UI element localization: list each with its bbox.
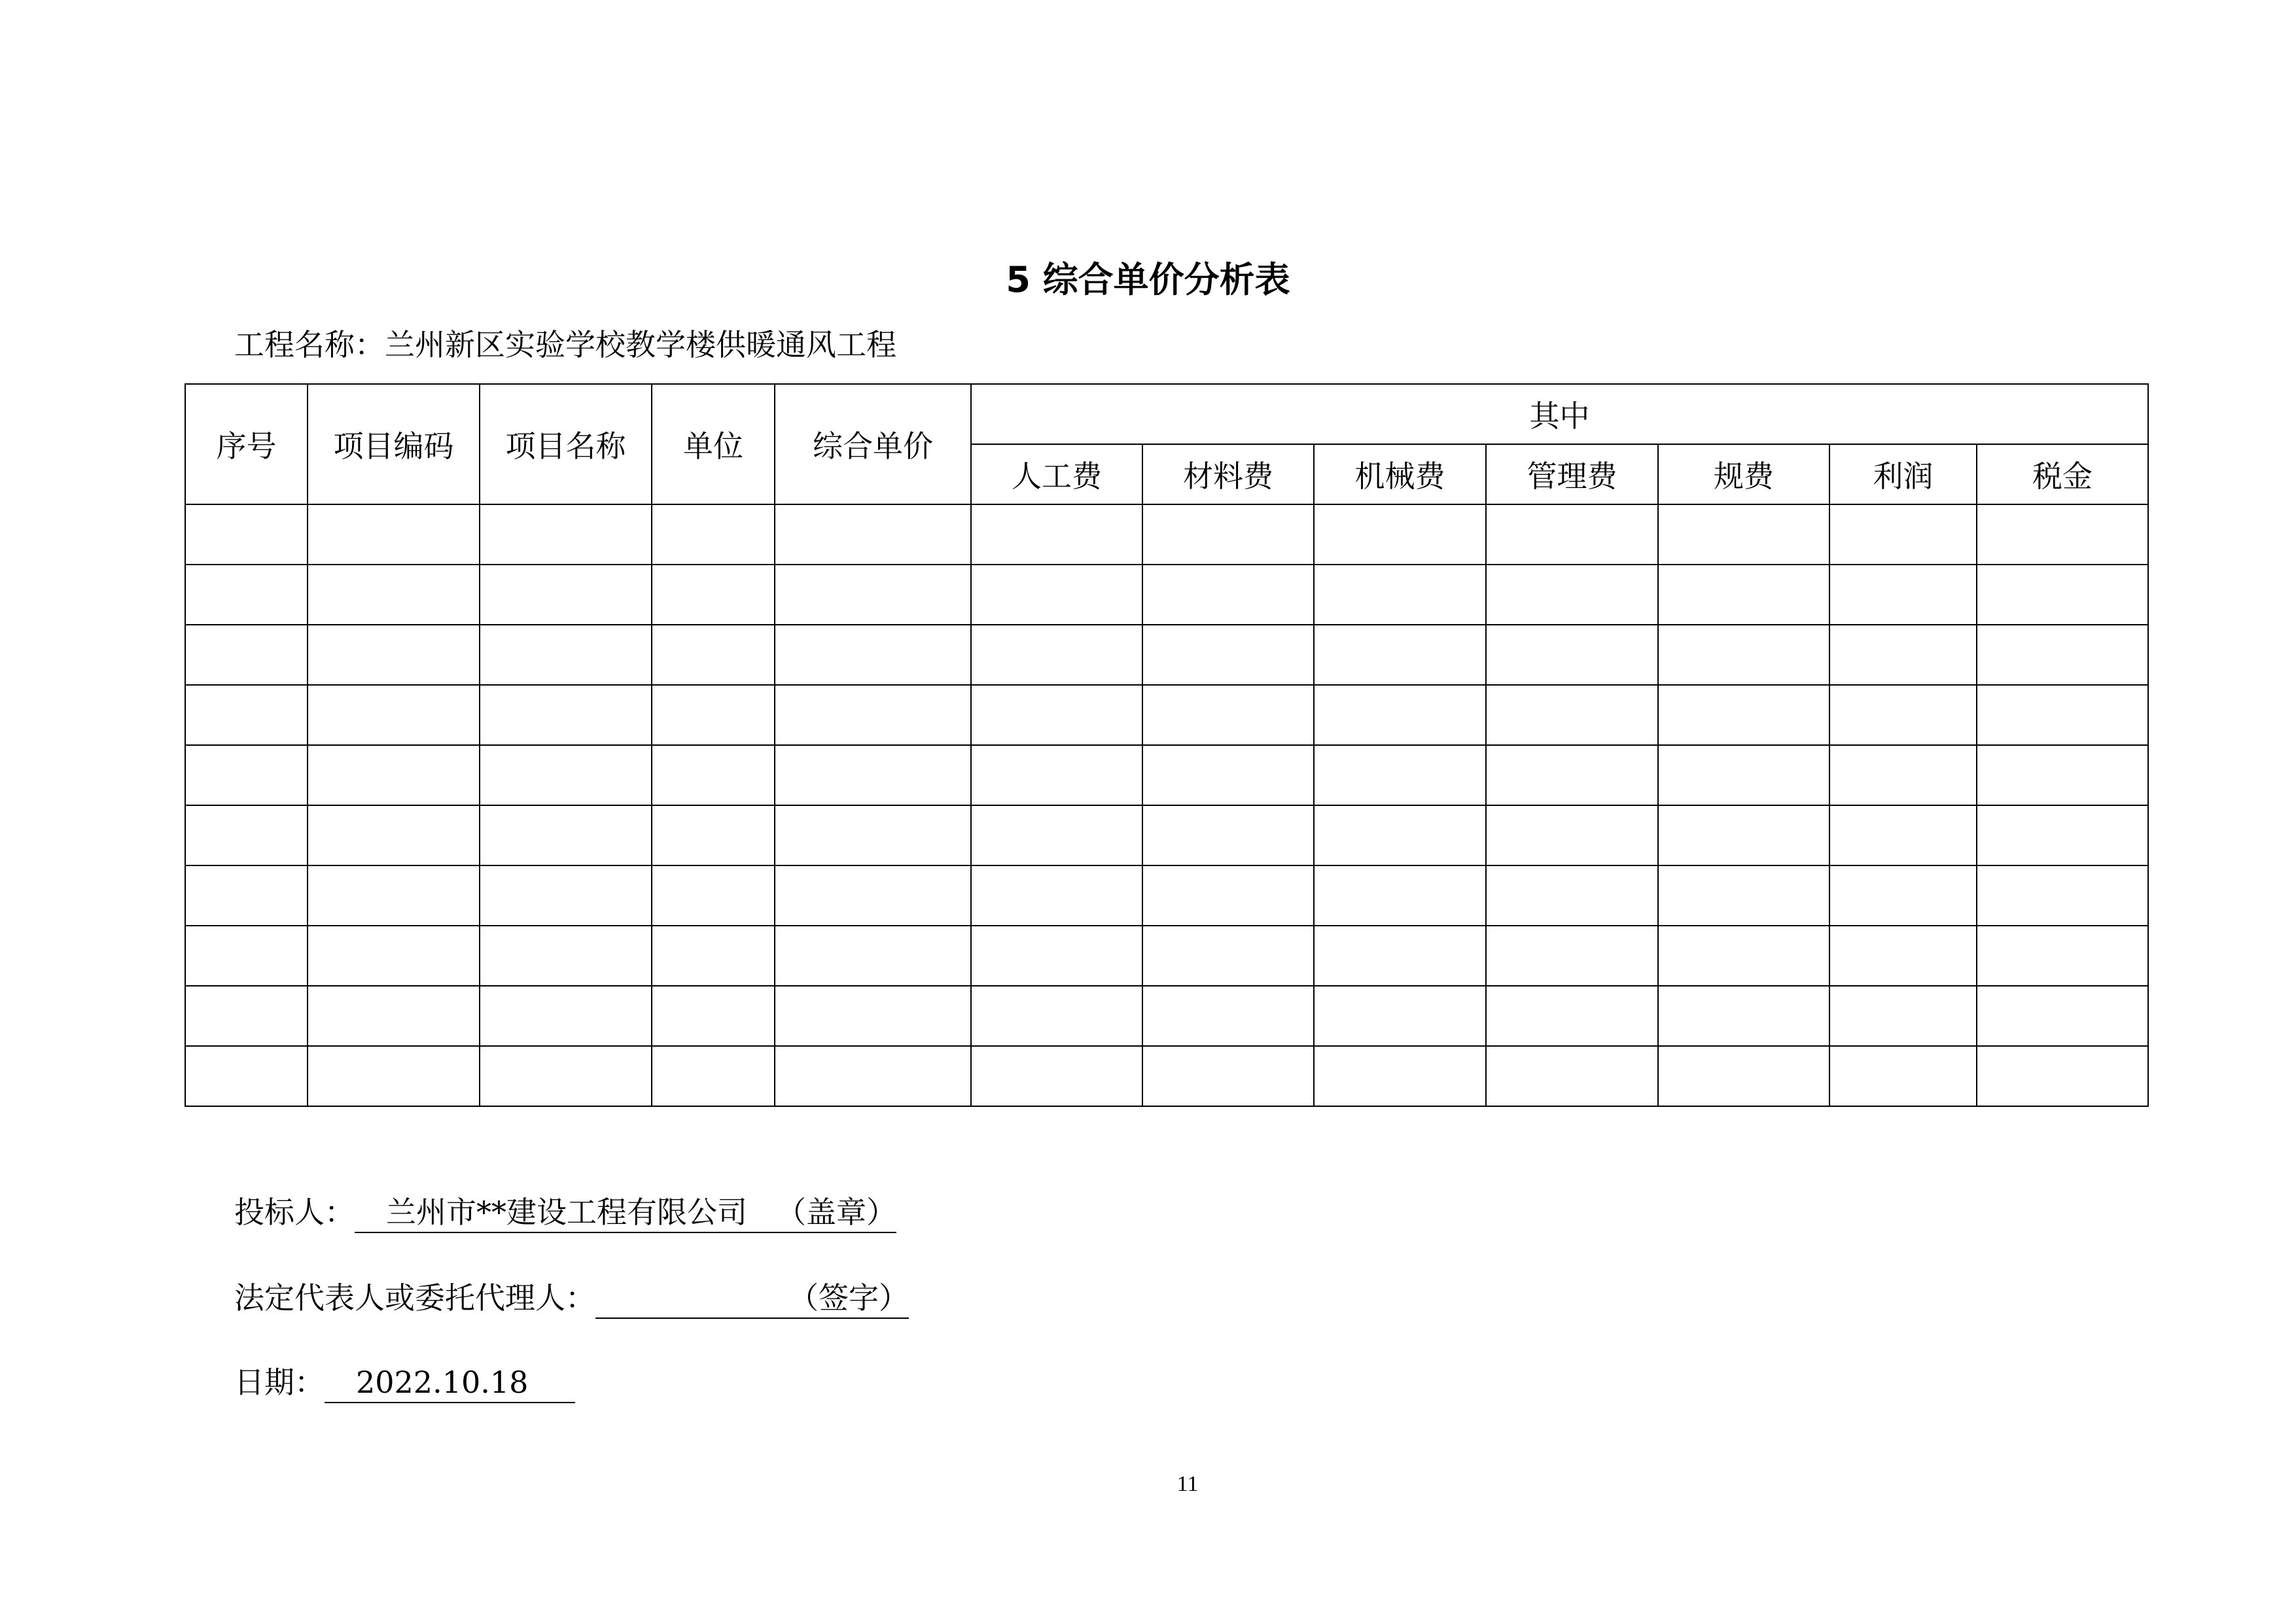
header-labor: 人工费 bbox=[971, 444, 1142, 504]
table-row bbox=[185, 1046, 2148, 1106]
table-cell bbox=[652, 685, 775, 745]
table-cell bbox=[971, 926, 1142, 986]
header-material: 材料费 bbox=[1142, 444, 1314, 504]
table-cell bbox=[775, 805, 971, 865]
table-cell bbox=[1658, 745, 1829, 805]
table-cell bbox=[185, 625, 308, 685]
table-cell bbox=[1142, 745, 1314, 805]
table-cell bbox=[971, 625, 1142, 685]
table-cell bbox=[1142, 685, 1314, 745]
table-cell bbox=[480, 745, 652, 805]
date-value: 2022.10.18 bbox=[356, 1365, 529, 1400]
page-number: 11 bbox=[1176, 1472, 1199, 1496]
table-cell bbox=[971, 745, 1142, 805]
table-cell bbox=[185, 685, 308, 745]
table-cell bbox=[308, 986, 480, 1046]
table-cell bbox=[652, 986, 775, 1046]
header-unit: 单位 bbox=[652, 384, 775, 504]
table-body bbox=[185, 504, 2148, 1106]
table-cell bbox=[1314, 986, 1486, 1046]
table-row bbox=[185, 805, 2148, 865]
table-row bbox=[185, 926, 2148, 986]
table-cell bbox=[775, 986, 971, 1046]
table-row bbox=[185, 745, 2148, 805]
table-cell bbox=[1829, 926, 1977, 986]
table-cell bbox=[308, 685, 480, 745]
table-cell bbox=[480, 805, 652, 865]
table-cell bbox=[1658, 565, 1829, 625]
table-cell bbox=[1977, 504, 2148, 565]
table-row bbox=[185, 685, 2148, 745]
table-cell bbox=[652, 625, 775, 685]
table-row bbox=[185, 504, 2148, 565]
table-cell bbox=[775, 504, 971, 565]
table-cell bbox=[1829, 986, 1977, 1046]
table-row bbox=[185, 865, 2148, 926]
table-cell bbox=[1829, 625, 1977, 685]
bidder-line bbox=[234, 1193, 896, 1233]
table-cell bbox=[775, 625, 971, 685]
table-cell bbox=[971, 504, 1142, 565]
table-cell bbox=[1486, 685, 1658, 745]
table-cell bbox=[1142, 565, 1314, 625]
table-cell bbox=[775, 685, 971, 745]
table-cell bbox=[185, 1046, 308, 1106]
unit-price-analysis-table bbox=[185, 383, 2149, 1107]
table-cell bbox=[652, 745, 775, 805]
table-cell bbox=[1977, 926, 2148, 986]
table-cell bbox=[480, 504, 652, 565]
table-cell bbox=[480, 685, 652, 745]
table-row bbox=[185, 565, 2148, 625]
table-cell bbox=[1314, 926, 1486, 986]
table-cell bbox=[1486, 805, 1658, 865]
table-cell bbox=[1658, 865, 1829, 926]
table-cell bbox=[652, 865, 775, 926]
header-fees: 规费 bbox=[1658, 444, 1829, 504]
table-cell bbox=[652, 565, 775, 625]
table-cell bbox=[1977, 865, 2148, 926]
table-cell bbox=[1829, 685, 1977, 745]
table-cell bbox=[1142, 865, 1314, 926]
table-cell bbox=[1486, 745, 1658, 805]
table-cell bbox=[1142, 926, 1314, 986]
table-cell bbox=[1977, 986, 2148, 1046]
table-cell bbox=[1486, 504, 1658, 565]
table-cell bbox=[1829, 745, 1977, 805]
table-cell bbox=[1314, 745, 1486, 805]
table-cell bbox=[480, 926, 652, 986]
representative-field bbox=[595, 1278, 909, 1319]
table-cell bbox=[480, 1046, 652, 1106]
table-cell bbox=[1658, 685, 1829, 745]
table-cell bbox=[480, 865, 652, 926]
bidder-value: 兰州市**建设工程有限公司 bbox=[386, 1195, 747, 1230]
project-name: 兰州新区实验学校教学楼供暖通风工程 bbox=[385, 327, 896, 362]
table-cell bbox=[1829, 805, 1977, 865]
table-cell bbox=[185, 504, 308, 565]
table-cell bbox=[185, 865, 308, 926]
bidder-seal-note: （盖章） bbox=[776, 1195, 896, 1230]
table-cell bbox=[1486, 625, 1658, 685]
bidder-label: 投标人： bbox=[234, 1195, 355, 1230]
date-label: 日期： bbox=[234, 1365, 325, 1400]
header-item-name: 项目名称 bbox=[480, 384, 652, 504]
table-cell bbox=[1977, 1046, 2148, 1106]
table-cell bbox=[775, 1046, 971, 1106]
table-cell bbox=[1314, 504, 1486, 565]
project-label: 工程名称： bbox=[234, 327, 385, 362]
table-cell bbox=[652, 1046, 775, 1106]
table-cell bbox=[1977, 805, 2148, 865]
table-cell bbox=[480, 565, 652, 625]
representative-label: 法定代表人或委托代理人： bbox=[234, 1280, 595, 1316]
table-cell bbox=[308, 865, 480, 926]
table-cell bbox=[1486, 565, 1658, 625]
table-row bbox=[185, 625, 2148, 685]
header-seq: 序号 bbox=[185, 384, 308, 504]
table-cell bbox=[1142, 805, 1314, 865]
header-item-code: 项目编码 bbox=[308, 384, 480, 504]
header-profit: 利润 bbox=[1829, 444, 1977, 504]
table-cell bbox=[1658, 1046, 1829, 1106]
table-cell bbox=[1486, 986, 1658, 1046]
table-cell bbox=[1658, 625, 1829, 685]
table-cell bbox=[971, 565, 1142, 625]
table-cell bbox=[308, 745, 480, 805]
table-cell bbox=[1829, 1046, 1977, 1106]
header-unit-price: 综合单价 bbox=[775, 384, 971, 504]
table-cell bbox=[1977, 625, 2148, 685]
table-cell bbox=[775, 926, 971, 986]
table-cell bbox=[308, 805, 480, 865]
table-cell bbox=[308, 504, 480, 565]
table-cell bbox=[1314, 625, 1486, 685]
table-cell bbox=[1829, 865, 1977, 926]
table-cell bbox=[971, 986, 1142, 1046]
table-cell bbox=[185, 805, 308, 865]
table-cell bbox=[308, 565, 480, 625]
table-cell bbox=[1142, 625, 1314, 685]
table-cell bbox=[308, 625, 480, 685]
table-cell bbox=[1314, 685, 1486, 745]
table-cell bbox=[971, 865, 1142, 926]
table-cell bbox=[1977, 745, 2148, 805]
table-cell bbox=[308, 926, 480, 986]
table-cell bbox=[652, 805, 775, 865]
table-cell bbox=[480, 625, 652, 685]
header-tax: 税金 bbox=[1977, 444, 2148, 504]
table-cell bbox=[308, 1046, 480, 1106]
table-cell bbox=[480, 986, 652, 1046]
table-cell bbox=[971, 1046, 1142, 1106]
table-cell bbox=[1486, 1046, 1658, 1106]
table-cell bbox=[1486, 926, 1658, 986]
table-cell bbox=[1314, 1046, 1486, 1106]
project-name-line bbox=[234, 325, 896, 364]
table-cell bbox=[1142, 504, 1314, 565]
table-cell bbox=[1829, 504, 1977, 565]
table-cell bbox=[1658, 926, 1829, 986]
header-management: 管理费 bbox=[1486, 444, 1658, 504]
table-row bbox=[185, 986, 2148, 1046]
representative-signature-note: （签字） bbox=[788, 1280, 909, 1316]
table-cell bbox=[185, 565, 308, 625]
table-cell bbox=[185, 745, 308, 805]
table-cell bbox=[775, 745, 971, 805]
date-line bbox=[234, 1363, 575, 1403]
representative-line bbox=[234, 1278, 909, 1319]
table-cell bbox=[1658, 805, 1829, 865]
table-cell bbox=[1977, 565, 2148, 625]
table-cell bbox=[1977, 685, 2148, 745]
date-field bbox=[325, 1363, 575, 1403]
table-cell bbox=[1314, 565, 1486, 625]
table-cell bbox=[775, 865, 971, 926]
table-cell bbox=[652, 504, 775, 565]
table-cell bbox=[1314, 865, 1486, 926]
table-cell bbox=[1486, 865, 1658, 926]
document-title: 5 综合单价分析表 bbox=[1006, 259, 1290, 300]
table-cell bbox=[1829, 565, 1977, 625]
table-cell bbox=[185, 926, 308, 986]
table-cell bbox=[1142, 1046, 1314, 1106]
table-cell bbox=[775, 565, 971, 625]
header-group-of-which: 其中 bbox=[971, 384, 2148, 444]
table-cell bbox=[1658, 986, 1829, 1046]
table-cell bbox=[971, 685, 1142, 745]
table-cell bbox=[1314, 805, 1486, 865]
bidder-field bbox=[355, 1193, 896, 1233]
table-cell bbox=[1142, 986, 1314, 1046]
table-cell bbox=[971, 805, 1142, 865]
table-cell bbox=[1658, 504, 1829, 565]
table-cell bbox=[185, 986, 308, 1046]
table-cell bbox=[652, 926, 775, 986]
header-machine: 机械费 bbox=[1314, 444, 1486, 504]
